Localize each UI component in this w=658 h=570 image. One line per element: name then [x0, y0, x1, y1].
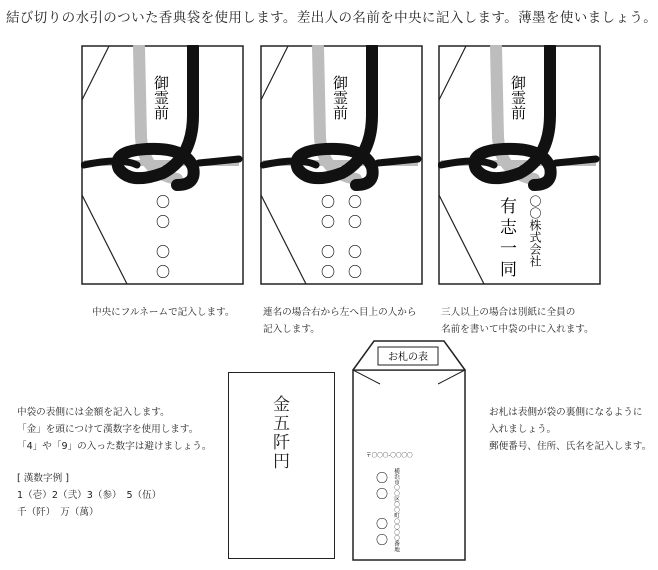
- name-circle: 〇: [321, 265, 335, 281]
- numerals-heading: [ 漢数字例 ]: [17, 473, 69, 484]
- name-circle: 〇: [156, 195, 170, 211]
- sender-circle: 〇: [375, 471, 389, 485]
- inner-note-2: 「金」を頭につけて漢数字を使用します。: [17, 424, 199, 435]
- bill-envelope: [352, 340, 466, 562]
- envelope-joint: [260, 45, 423, 285]
- name-circle: 〇: [348, 245, 362, 261]
- numerals-line-2: 千（阡） 万（萬）: [17, 507, 99, 518]
- envelope-single: [81, 45, 244, 285]
- page-instruction: 結び切りの水引のついた香典袋を使用します。差出人の名前を中央に記入します。薄墨を使いましょう。: [6, 10, 658, 26]
- name-circle: 〇: [156, 245, 170, 261]
- name-circle: 〇: [156, 265, 170, 281]
- inscription-text: 御霊前: [509, 75, 527, 120]
- sender-circle: 〇: [375, 533, 389, 547]
- inscription-text: 御霊前: [331, 75, 349, 120]
- bill-note-3: 郵便番号、住所、氏名を記入します。: [489, 441, 652, 452]
- name-circle: 〇: [348, 195, 362, 211]
- group-caption-line2: 名前を書いて中袋の中に入れます。: [441, 324, 594, 335]
- name-circle: 〇: [321, 215, 335, 231]
- name-circle: 〇: [348, 215, 362, 231]
- address-line: 横浜市〇〇区〇〇町〇〇〇〇番地: [393, 468, 399, 552]
- numerals-line-1: 1（壱）2（弐）3（参） 5（伍）: [17, 490, 162, 501]
- amount-text: 金五阡円: [269, 395, 289, 471]
- sender-circle: 〇: [375, 517, 389, 531]
- name-circle: 〇: [348, 265, 362, 281]
- bill-note-1: お札は表側が袋の裏側になるように: [489, 407, 643, 418]
- single-caption: 中央にフルネームで記入します。: [92, 307, 235, 318]
- inner-note-3: 「4」や「9」の入った数字は避けましょう。: [17, 441, 212, 452]
- group-caption-line1: 三人以上の場合は別紙に全員の: [441, 307, 576, 318]
- flap-label: お札の表: [388, 352, 428, 363]
- joint-caption-line1: 連名の場合右から左へ目上の人から: [263, 307, 417, 318]
- bill-note-2: 入れましょう。: [489, 424, 557, 435]
- inner-bag: [228, 372, 335, 559]
- name-circle: 〇: [156, 215, 170, 231]
- joint-caption-line2: 記入します。: [263, 324, 320, 335]
- envelope-group: [438, 45, 601, 285]
- postal-code: 〒〇〇〇-〇〇〇〇: [366, 453, 413, 459]
- group-name-text: 有志一同: [496, 197, 516, 281]
- company-name-text: 〇〇株式会社: [528, 195, 542, 267]
- sender-circle: 〇: [375, 487, 389, 501]
- name-circle: 〇: [321, 245, 335, 261]
- inscription-text: 御霊前: [152, 75, 170, 120]
- name-circle: 〇: [321, 195, 335, 211]
- inner-note-1: 中袋の表側には金額を記入します。: [17, 407, 170, 418]
